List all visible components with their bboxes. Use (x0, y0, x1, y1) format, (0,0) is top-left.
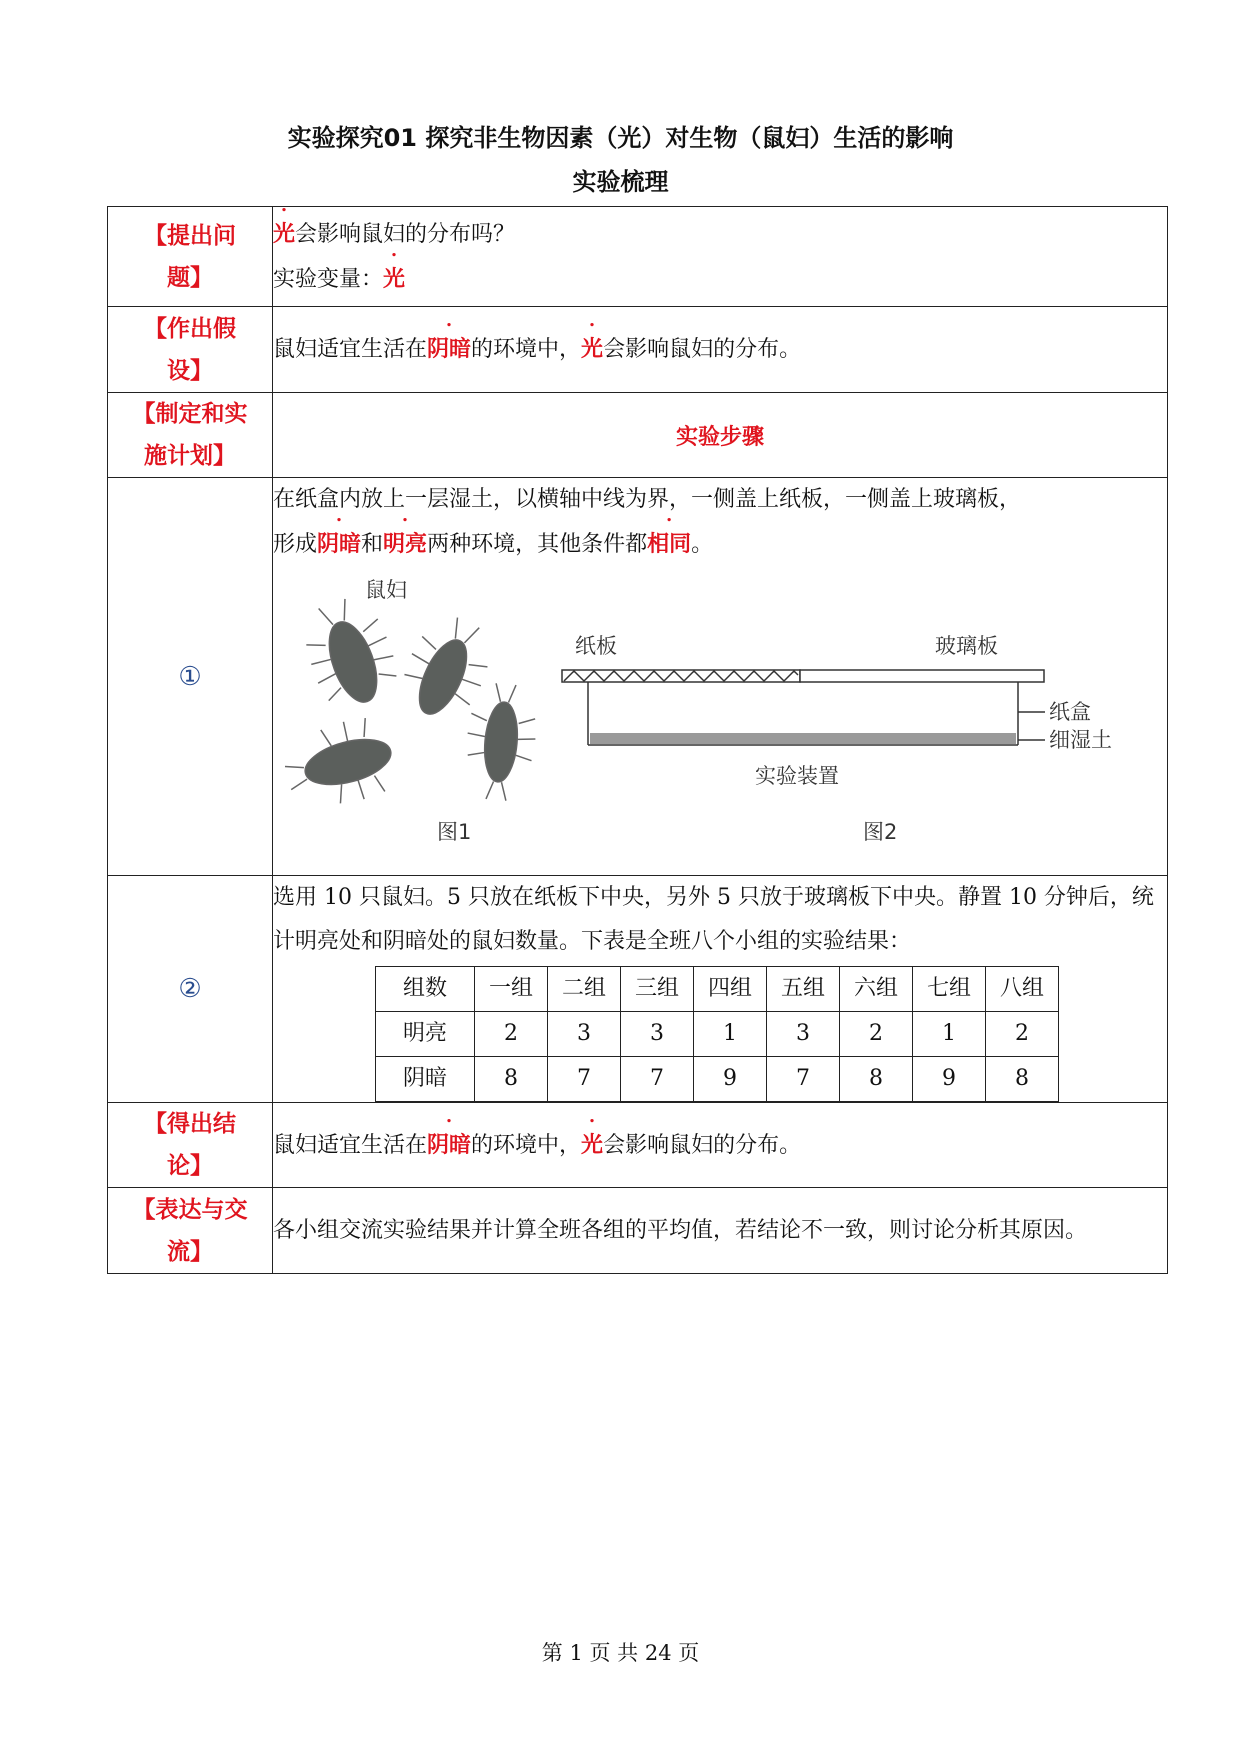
results-cell: 1 (694, 1012, 767, 1057)
experiment-table (107, 206, 1168, 1274)
results-cell: 8 (475, 1057, 548, 1102)
highlight-variable: 光 (383, 265, 406, 292)
row-plan (108, 393, 1168, 478)
page-subtitle: 实验梳理 (572, 168, 669, 196)
results-cell: 3 (548, 1012, 621, 1057)
question-content: 光会影响鼠妇的分布吗？ 实验变量：光 (273, 207, 1168, 307)
label-question: 【提出问题】 (108, 207, 273, 307)
results-cell: 六组 (840, 967, 913, 1012)
results-cell: 3 (767, 1012, 840, 1057)
results-cell: 2 (840, 1012, 913, 1057)
row-step1 (108, 478, 1168, 876)
step2-marker: ② (108, 876, 273, 1103)
results-cell: 三组 (621, 967, 694, 1012)
steps-heading: 实验步骤 (273, 393, 1168, 478)
results-cell: 四组 (694, 967, 767, 1012)
step1-marker: ① (108, 478, 273, 876)
results-cell: 组数 (376, 967, 475, 1012)
label-plan: 【制定和实施计划】 (108, 393, 273, 478)
results-cell: 五组 (767, 967, 840, 1012)
step1-content: 在纸盒内放上一层湿土，以横轴中线为界，一侧盖上纸板，一侧盖上玻璃板， 形成阴暗和明亮两种环境，其他条件都相同。 鼠妇 图1 纸板 玻璃板 纸盒 细湿土 实验装置 图2 (273, 478, 1168, 876)
board-label: 纸板 (575, 634, 617, 658)
results-cell: 8 (840, 1057, 913, 1102)
communication-content: 各小组交流实验结果并计算全班各组的平均值，若结论不一致，则讨论分析其原因。 (273, 1188, 1168, 1274)
hypothesis-content: 鼠妇适宜生活在阴暗的环境中，光会影响鼠妇的分布。 (273, 307, 1168, 393)
label-hypothesis: 【作出假设】 (108, 307, 273, 393)
glass-label: 玻璃板 (935, 634, 998, 658)
results-cell: 7 (548, 1057, 621, 1102)
results-cell: 阴暗 (376, 1057, 475, 1102)
highlight-light: 光 (273, 220, 296, 247)
woodlouse-label: 鼠妇 (365, 578, 407, 602)
row-step2 (108, 876, 1168, 1103)
device-label: 实验装置 (755, 764, 839, 788)
results-cell: 2 (986, 1012, 1059, 1057)
results-cell: 9 (913, 1057, 986, 1102)
results-cell: 9 (694, 1057, 767, 1102)
box-label: 纸盒 (1049, 700, 1091, 724)
fig1-caption: 图1 (437, 820, 472, 844)
results-cell: 1 (913, 1012, 986, 1057)
row-question (108, 207, 1168, 307)
results-cell: 8 (986, 1057, 1059, 1102)
row-communication (108, 1188, 1168, 1274)
step2-content: 选用 10 只鼠妇。5 只放在纸板下中央，另外 5 只放于玻璃板下中央。静置 10 分钟后，统计明亮处和阴暗处的鼠妇数量。下表是全班八个小组的实验结果： 组数 一组 二组 三组 四组 五组 六组 七组 八组 明亮 2 3 3 1 3 2 1 2 阴暗 8 7 7 9 7 8 9 8 (273, 876, 1168, 1103)
fig2-caption: 图2 (863, 820, 898, 844)
woodlouse-icon (278, 590, 540, 817)
results-row (376, 1057, 1059, 1102)
label-conclusion: 【得出结论】 (108, 1103, 273, 1188)
soil-label: 细湿土 (1049, 728, 1112, 752)
results-cell: 2 (475, 1012, 548, 1057)
results-table (375, 966, 1059, 1102)
page-footer: 第 1 页 共 24 页 (541, 1641, 700, 1665)
results-header-row (376, 967, 1059, 1012)
experiment-figure (273, 567, 1241, 857)
results-row (376, 1012, 1059, 1057)
results-cell: 7 (767, 1057, 840, 1102)
results-cell: 八组 (986, 967, 1059, 1012)
row-conclusion (108, 1103, 1168, 1188)
page-title: 实验探究01 探究非生物因素（光）对生物（鼠妇）生活的影响 (287, 124, 954, 152)
results-cell: 3 (621, 1012, 694, 1057)
results-cell: 一组 (475, 967, 548, 1012)
conclusion-content: 鼠妇适宜生活在阴暗的环境中，光会影响鼠妇的分布。 (273, 1103, 1168, 1188)
apparatus-diagram (562, 670, 1045, 745)
row-hypothesis (108, 307, 1168, 393)
results-cell: 七组 (913, 967, 986, 1012)
results-cell: 明亮 (376, 1012, 475, 1057)
label-communication: 【表达与交流】 (108, 1188, 273, 1274)
results-cell: 二组 (548, 967, 621, 1012)
results-cell: 7 (621, 1057, 694, 1102)
